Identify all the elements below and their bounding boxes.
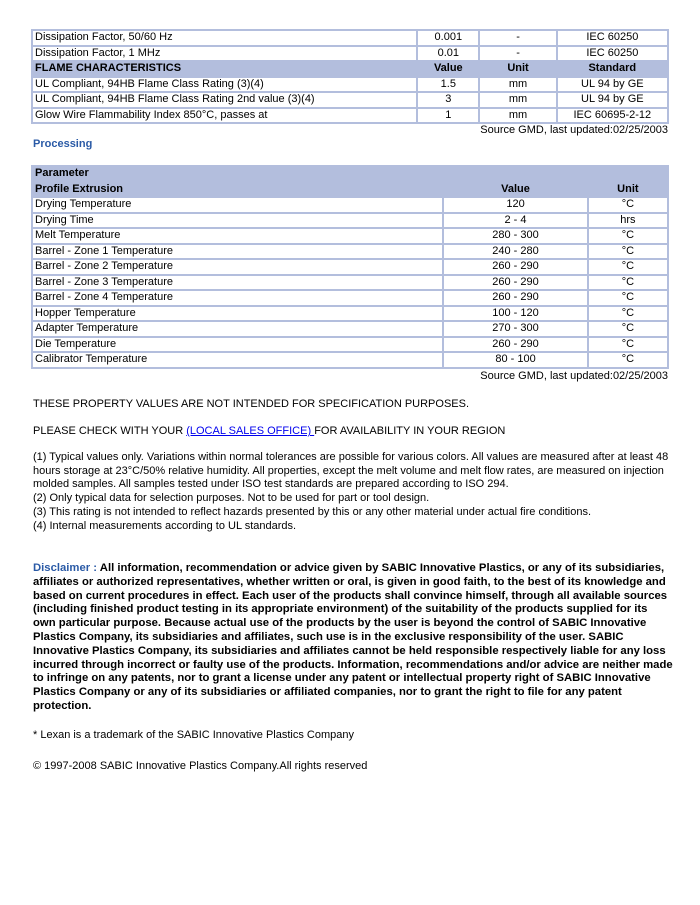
property-cell: UL Compliant, 94HB Flame Class Rating (3)(4)	[33, 78, 416, 92]
unit-header: Unit	[589, 183, 667, 197]
standard-cell: UL 94 by GE	[558, 93, 667, 107]
value-cell: 260 - 290	[444, 338, 586, 352]
table-header-row	[33, 183, 667, 197]
value-cell: 260 - 290	[444, 260, 586, 274]
source-note: Source GMD, last updated:02/25/2003	[480, 124, 668, 136]
table-row	[33, 307, 667, 321]
parameter-cell: Adapter Temperature	[33, 322, 442, 336]
unit-cell: °C	[589, 276, 667, 290]
table-row	[33, 47, 667, 61]
check-suffix: FOR AVAILABILITY IN YOUR REGION	[314, 425, 506, 437]
unit-cell: hrs	[589, 214, 667, 228]
unit-cell: mm	[480, 78, 555, 92]
section-header: FLAME CHARACTERISTICS	[33, 62, 416, 76]
table-row	[33, 93, 667, 107]
table-row	[33, 109, 667, 123]
unit-header: Unit	[480, 62, 555, 76]
parameter-header: Parameter	[33, 167, 667, 181]
table-row	[33, 214, 667, 228]
standard-header: Standard	[558, 62, 667, 76]
table-row	[33, 245, 667, 259]
value-cell: 1	[418, 109, 478, 123]
check-availability-notice	[33, 424, 669, 438]
table-row	[33, 291, 667, 305]
property-cell: UL Compliant, 94HB Flame Class Rating 2nd value (3)(4)	[33, 93, 416, 107]
unit-cell: °C	[589, 291, 667, 305]
unit-cell: -	[480, 47, 555, 61]
section-title-processing: Processing	[33, 138, 93, 150]
unit-cell: °C	[589, 307, 667, 321]
value-cell: 260 - 290	[444, 291, 586, 305]
value-cell: 280 - 300	[444, 229, 586, 243]
parameter-cell: Drying Temperature	[33, 198, 442, 212]
unit-cell: °C	[589, 260, 667, 274]
value-header: Value	[418, 62, 478, 76]
unit-cell: mm	[480, 93, 555, 107]
processing-table	[31, 165, 669, 369]
table-row	[33, 198, 667, 212]
parameter-cell: Barrel - Zone 2 Temperature	[33, 260, 442, 274]
footnotes	[33, 451, 669, 533]
processing-rows	[33, 198, 667, 367]
parameter-cell: Calibrator Temperature	[33, 353, 442, 367]
value-cell: 80 - 100	[444, 353, 586, 367]
unit-cell: °C	[589, 229, 667, 243]
property-cell: Dissipation Factor, 1 MHz	[33, 47, 416, 61]
local-sales-office-link[interactable]: (LOCAL SALES OFFICE)	[186, 425, 315, 437]
check-prefix: PLEASE CHECK WITH YOUR	[33, 425, 187, 437]
table-row	[33, 353, 667, 367]
value-cell: 1.5	[418, 78, 478, 92]
standard-cell: UL 94 by GE	[558, 78, 667, 92]
unit-cell: °C	[589, 338, 667, 352]
unit-cell: °C	[589, 198, 667, 212]
table-row	[33, 229, 667, 243]
table-row	[33, 31, 667, 45]
parameter-cell: Barrel - Zone 1 Temperature	[33, 245, 442, 259]
table-header-row	[33, 167, 667, 181]
flame-characteristics-table	[31, 29, 669, 124]
not-spec-notice: THESE PROPERTY VALUES ARE NOT INTENDED FOR SPECIFICATION PURPOSES.	[33, 398, 470, 410]
unit-cell: °C	[589, 245, 667, 259]
value-cell: 260 - 290	[444, 276, 586, 290]
parameter-cell: Melt Temperature	[33, 229, 442, 243]
unit-cell: -	[480, 31, 555, 45]
disclaimer	[33, 562, 673, 714]
value-cell: 270 - 300	[444, 322, 586, 336]
table-header-row	[33, 62, 667, 76]
value-cell: 3	[418, 93, 478, 107]
table-row	[33, 276, 667, 290]
value-cell: 2 - 4	[444, 214, 586, 228]
value-cell: 120	[444, 198, 586, 212]
table-row	[33, 338, 667, 352]
value-cell: 0.001	[418, 31, 478, 45]
footnote-4: (4) Internal measurements according to UL standards.	[33, 519, 297, 532]
parameter-cell: Die Temperature	[33, 338, 442, 352]
value-header: Value	[444, 183, 586, 197]
footnote-1: (1) Typical values only. Variations within normal tolerances are possible for various colors. All values are measured after at least 48 hours storage at 23°C/50% relative humidity. All properties, except the melt volume and melt flow rates, are measured on injection molded samples. All samples tested under ISO test standards are prepared according to ISO 294.	[33, 451, 669, 491]
trademark-note: * Lexan is a trademark of the SABIC Innovative Plastics Company	[33, 729, 354, 741]
parameter-cell: Drying Time	[33, 214, 442, 228]
parameter-cell: Barrel - Zone 3 Temperature	[33, 276, 442, 290]
property-cell: Dissipation Factor, 50/60 Hz	[33, 31, 416, 45]
value-cell: 100 - 120	[444, 307, 586, 321]
table-row	[33, 78, 667, 92]
source-note: Source GMD, last updated:02/25/2003	[480, 370, 668, 382]
unit-cell: °C	[589, 322, 667, 336]
value-cell: 0.01	[418, 47, 478, 61]
parameter-cell: Hopper Temperature	[33, 307, 442, 321]
standard-cell: IEC 60250	[558, 47, 667, 61]
standard-cell: IEC 60695-2-12	[558, 109, 667, 123]
footnote-3: (3) This rating is not intended to reflect hazards presented by this or any other material under actual fire conditions.	[33, 505, 592, 518]
disclaimer-text: All information, recommendation or advice given by SABIC Innovative Plastics, or any of its subsidiaries, affiliates or authorized representatives, whether written or oral, is given in good faith, to the best of its knowledge and based on current procedures in effect. Each user of the products shall convince himself, through all available sources (including finished product testing in its appropriate environment) of the suitability of the products supplied for its own particular purpose. Because actual use of the products by the user is beyond the control of SABIC Innovative Plastics Company, its subsidiaries and affiliates, such use is in the exclusive responsibility of the user. SABIC Innovative Plastics Company, its subsidiaries and affiliates cannot be held responsible respectively liable for any loss incurred through incorrect or faulty use of the products. Information, recommendations and/or advice are neither made to infringe on any patents, nor to grant a license under any patent or intellectual property right of SABIC Innovative Plastics Company or any of its subsidiaries or affiliated companies, nor to grant the right to file for any patent protection.	[33, 562, 673, 712]
unit-cell: mm	[480, 109, 555, 123]
profile-extrusion-header: Profile Extrusion	[33, 183, 442, 197]
table-row	[33, 322, 667, 336]
table-row	[33, 260, 667, 274]
footnote-2: (2) Only typical data for selection purposes. Not to be used for part or tool design.	[33, 492, 430, 505]
property-cell: Glow Wire Flammability Index 850°C, passes at	[33, 109, 416, 123]
standard-cell: IEC 60250	[558, 31, 667, 45]
parameter-cell: Barrel - Zone 4 Temperature	[33, 291, 442, 305]
copyright-note: © 1997-2008 SABIC Innovative Plastics Company.All rights reserved	[33, 760, 368, 772]
unit-cell: °C	[589, 353, 667, 367]
value-cell: 240 - 280	[444, 245, 586, 259]
disclaimer-label: Disclaimer :	[33, 562, 100, 574]
